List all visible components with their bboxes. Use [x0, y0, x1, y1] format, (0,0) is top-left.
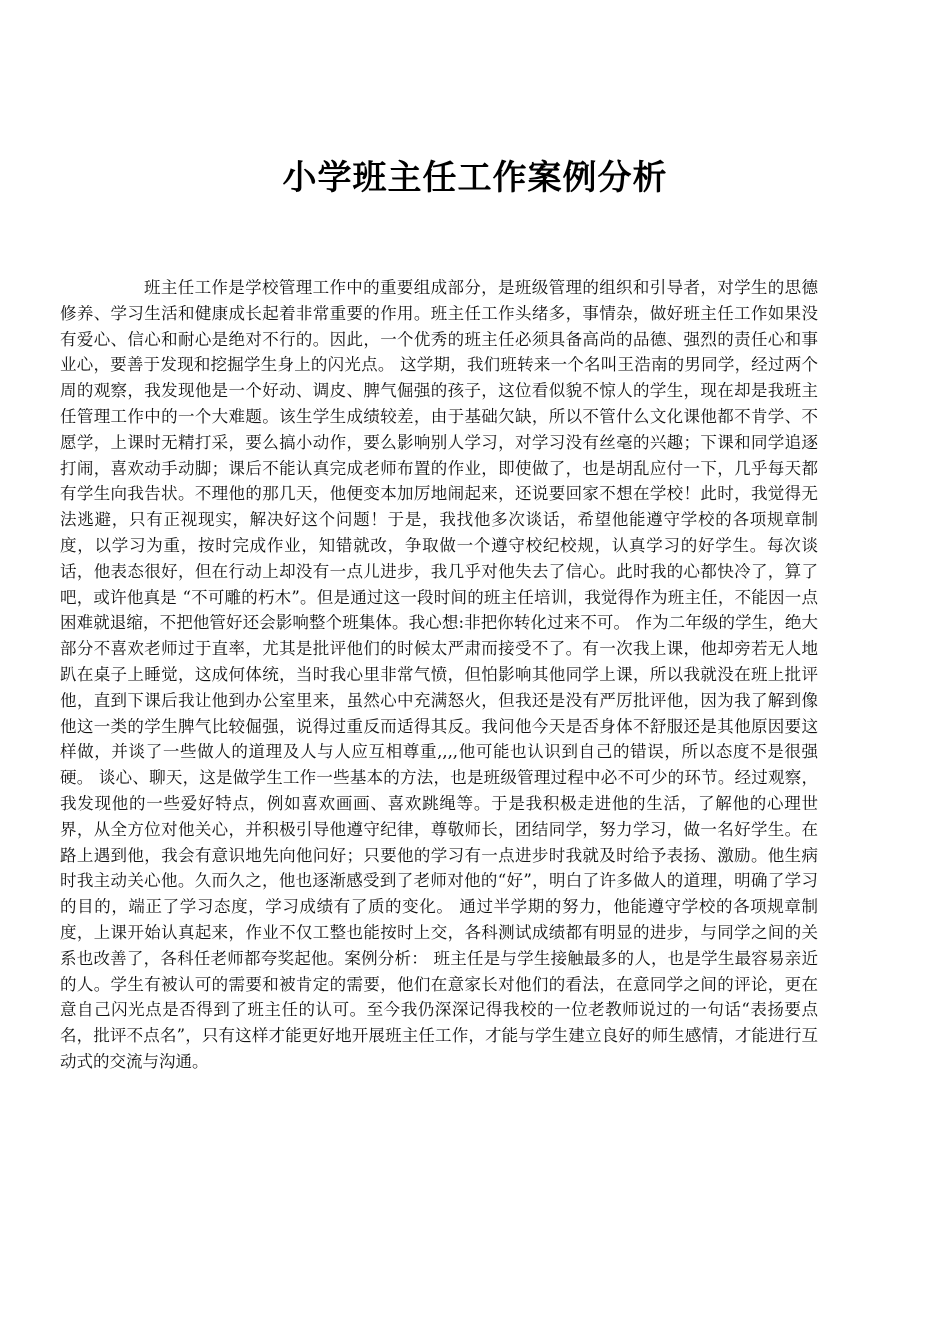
document-title: 小学班主任工作案例分析 [282, 158, 668, 198]
document-body-paragraph: 班主任工作是学校管理工作中的重要组成部分，是班级管理的组织和引导者，对学生的思德修养、学习生活和健康成长起着非常重要的作用。班主任工作头绪多，事情杂，做好班主任工作如果没有爱心、信心和耐心是绝对不行的。因此，一个优秀的班主任必须具备高尚的品德、强烈的责任心和事业心，要善于发现和挖掘学生身上的闪光点。 这学期，我们班转来一个名叫王浩南的男同学，经过两个周的观察，我发现他是一个好动、调皮、脾气倔强的孩子，这位看似貌不惊人的学生，现在却是我班主任管理工作中的一个大难题。该生学生成绩较差，由于基础欠缺，所以不管什么文化课他都不肯学、不愿学，上课时无精打采，要么搞小动作，要么影响别人学习，对学习没有丝毫的兴趣；下课和同学追逐打闹，喜欢动手动脚；课后不能认真完成老师布置的作业，即使做了，也是胡乱应付一下，几乎每天都有学生向我告状。不理他的那几天，他便变本加厉地闹起来，还说要回家不想在学校！此时，我觉得无法逃避，只有正视现实，解决好这个问题！于是，我找他多次谈话，希望他能遵守学校的各项规章制度，以学习为重，按时完成作业，知错就改，争取做一个遵守校纪校规，认真学习的好学生。每次谈话，他表态很好，但在行动上却没有一点儿进步，我几乎对他失去了信心。此时我的心都快冷了，算了吧，或许他真是 “不可雕的朽木”。但是通过这一段时间的班主任培训，我觉得作为班主任，不能因一点困难就退缩，不把他管好还会影响整个班集体。我心想:非把你转化过来不可。 作为二年级的学生，绝大部分不喜欢老师过于直率，尤其是批评他们的时候太严肃而接受不了。有一次我上课，他却旁若无人地趴在桌子上睡觉，这成何体统，当时我心里非常气愤，但怕影响其他同学上课，所以我就没在班上批评他，直到下课后我让他到办公室里来，虽然心中充满怒火，但我还是没有严厉批评他，因为我了解到像他这一类的学生脾气比较倔强，说得过重反而适得其反。我问他今天是否身体不舒服还是其他原因要这样做，并谈了一些做人的道理及人与人应互相尊重,,,,他可能也认识到自己的错误，所以态度不是很强硬。 谈心、聊天，这是做学生工作一些基本的方法，也是班级管理过程中必不可少的环节。经过观察，我发现他的一些爱好特点，例如喜欢画画、喜欢跳绳等。于是我积极走进他的生活，了解他的心理世界，从全方位对他关心，并积极引导他遵守纪律，尊敬师长，团结同学，努力学习，做一名好学生。在路上遇到他，我会有意识地先向他问好；只要他的学习有一点进步时我就及时给予表扬、激励。他生病时我主动关心他。久而久之，他也逐渐感受到了老师对他的“好”，明白了许多做人的道理，明确了学习的目的，端正了学习态度，学习成绩有了质的变化。 通过半学期的努力，他能遵守学校的各项规章制度，上课开始认真起来，作业不仅工整也能按时上交，各科测试成绩都有明显的进步，与同学之间的关系也改善了，各科任老师都夸奖起他。案例分析： 班主任是与学生接触最多的人，也是学生最容易亲近的人。学生有被认可的需要和被肯定的需要，他们在意家长对他们的看法，在意同学之间的评论，更在意自己闪光点是否得到了班主任的认可。至今我仍深深记得我校的一位老教师说过的一句话“表扬要点名，批评不点名”，只有这样才能更好地开展班主任工作，才能与学生建立良好的师生感情，才能进行互动式的交流与沟通。 [60, 278, 818, 1071]
